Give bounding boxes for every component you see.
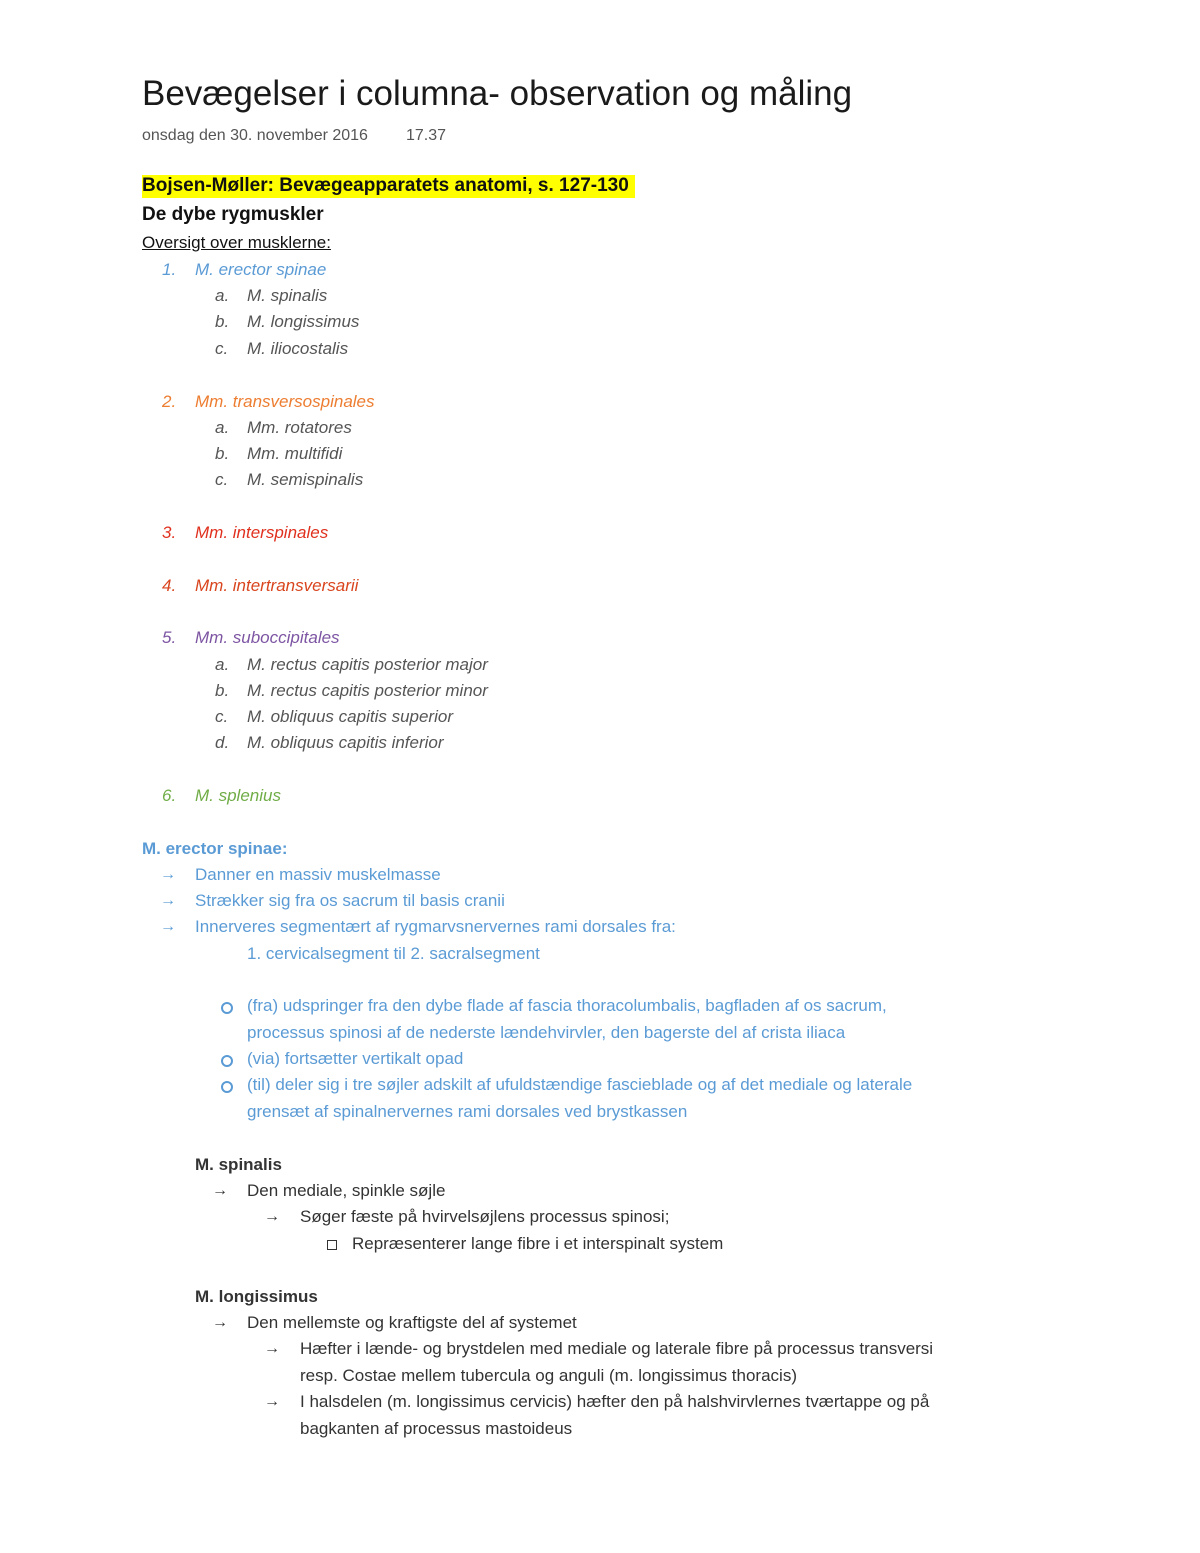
list-item: 1.: [162, 260, 177, 279]
sub-letter: b.: [215, 312, 230, 331]
list-item-label: Mm. suboccipitales: [195, 628, 340, 647]
bullet-text: Innerveres segmentært af rygmarvsnervernes rami dorsales fra:: [195, 917, 676, 936]
list-item: 6.: [162, 786, 177, 805]
circle-bullet-icon: [221, 1081, 233, 1093]
list-item-label: Mm. transversospinales: [195, 392, 375, 411]
subsection-heading: M. spinalis: [195, 1155, 282, 1174]
sub-letter: c.: [215, 470, 229, 489]
sub-letter: c.: [215, 707, 229, 726]
bullet-text: Den mediale, spinkle søjle: [247, 1181, 446, 1200]
circle-bullet-icon: [221, 1002, 233, 1014]
date-text: onsdag den 30. november 2016: [142, 127, 368, 144]
circle-bullet-icon: [221, 1055, 233, 1067]
segment-text: 1. cervicalsegment til 2. sacralsegment: [247, 944, 540, 963]
arrow-right-icon: →: [160, 866, 176, 883]
sub-item: M. rectus capitis posterior minor: [247, 681, 488, 700]
sub-item: M. iliocostalis: [247, 339, 349, 358]
detail-text: (fra) udspringer fra den dybe flade af fascia thoracolumbalis, bagfladen af os sacrum,: [247, 996, 887, 1015]
sub-letter: c.: [215, 339, 229, 358]
detail-text: grensæt af spinalnervernes rami dorsales ved brystkassen: [247, 1102, 688, 1121]
bullet-text: Strækker sig fra os sacrum til basis cranii: [195, 891, 505, 910]
bullet-text: bagkanten af processus mastoideus: [300, 1419, 573, 1438]
sub-item: M. spinalis: [247, 286, 328, 305]
list-item-label: Mm. interspinales: [195, 523, 329, 542]
sub-item: Mm. multifidi: [247, 444, 343, 463]
bullet-text: Den mellemste og kraftigste del af systemet: [247, 1313, 577, 1332]
list-item: 3.: [162, 523, 177, 542]
bullet-text: Hæfter i lænde- og brystdelen med mediale og laterale fibre på processus transversi: [300, 1339, 934, 1358]
list-item: 5.: [162, 628, 177, 647]
sub-letter: a.: [215, 655, 230, 674]
sub-item: M. obliquus capitis inferior: [247, 733, 444, 752]
subsection-heading: M. erector spinae:: [142, 839, 288, 858]
arrow-right-icon: →: [264, 1393, 280, 1410]
arrow-right-icon: →: [264, 1208, 280, 1225]
reference-highlight: Bojsen-Møller: Bevægeapparatets anatomi, s. 127-130: [142, 175, 635, 198]
bullet-text: Danner en massiv muskelmasse: [195, 865, 441, 884]
arrow-right-icon: →: [212, 1182, 228, 1199]
sub-letter: a.: [215, 286, 230, 305]
sub-item: M. semispinalis: [247, 470, 364, 489]
overview-label: Oversigt over musklerne:: [142, 233, 331, 252]
bullet-text: I halsdelen (m. longissimus cervicis) hæfter den på halshvirvlernes tværtappe og på: [300, 1392, 930, 1411]
page-title: Bevægelser i columna- observation og måling: [142, 74, 853, 113]
time-text: 17.37: [405, 127, 446, 144]
bullet-text: resp. Costae mellem tubercula og anguli (m. longissimus thoracis): [300, 1366, 797, 1385]
sub-letter: a.: [215, 418, 230, 437]
bullet-text: Søger fæste på hvirvelsøjlens processus spinosi;: [300, 1207, 670, 1226]
sub-item: Mm. rotatores: [247, 418, 352, 437]
sub-item: M. obliquus capitis superior: [247, 707, 453, 726]
list-item: 2.: [162, 392, 177, 411]
list-item-label: Mm. intertransversarii: [195, 576, 359, 595]
bullet-text: Repræsenterer lange fibre i et interspinalt system: [352, 1234, 724, 1253]
detail-text: processus spinosi af de nederste lændehvirvler, den bagerste del af crista iliaca: [247, 1023, 846, 1042]
arrow-right-icon: →: [212, 1314, 228, 1331]
square-bullet-icon: [327, 1240, 337, 1250]
list-item: 4.: [162, 576, 177, 595]
timestamp: [142, 127, 446, 145]
section-heading: De dybe rygmuskler: [142, 204, 324, 225]
sub-letter: d.: [215, 733, 230, 752]
arrow-right-icon: →: [160, 918, 176, 935]
sub-item: M. longissimus: [247, 312, 360, 331]
detail-text: (via) fortsætter vertikalt opad: [247, 1049, 464, 1068]
sub-letter: b.: [215, 444, 230, 463]
detail-text: (til) deler sig i tre søjler adskilt af ufuldstændige fascieblade og af det mediale og laterale: [247, 1075, 913, 1094]
list-item-label: M. erector spinae: [195, 260, 327, 279]
arrow-right-icon: →: [264, 1340, 280, 1357]
arrow-right-icon: →: [160, 892, 176, 909]
list-item-label: M. splenius: [195, 786, 281, 805]
sub-letter: b.: [215, 681, 230, 700]
subsection-heading: M. longissimus: [195, 1287, 318, 1306]
sub-item: M. rectus capitis posterior major: [247, 655, 488, 674]
